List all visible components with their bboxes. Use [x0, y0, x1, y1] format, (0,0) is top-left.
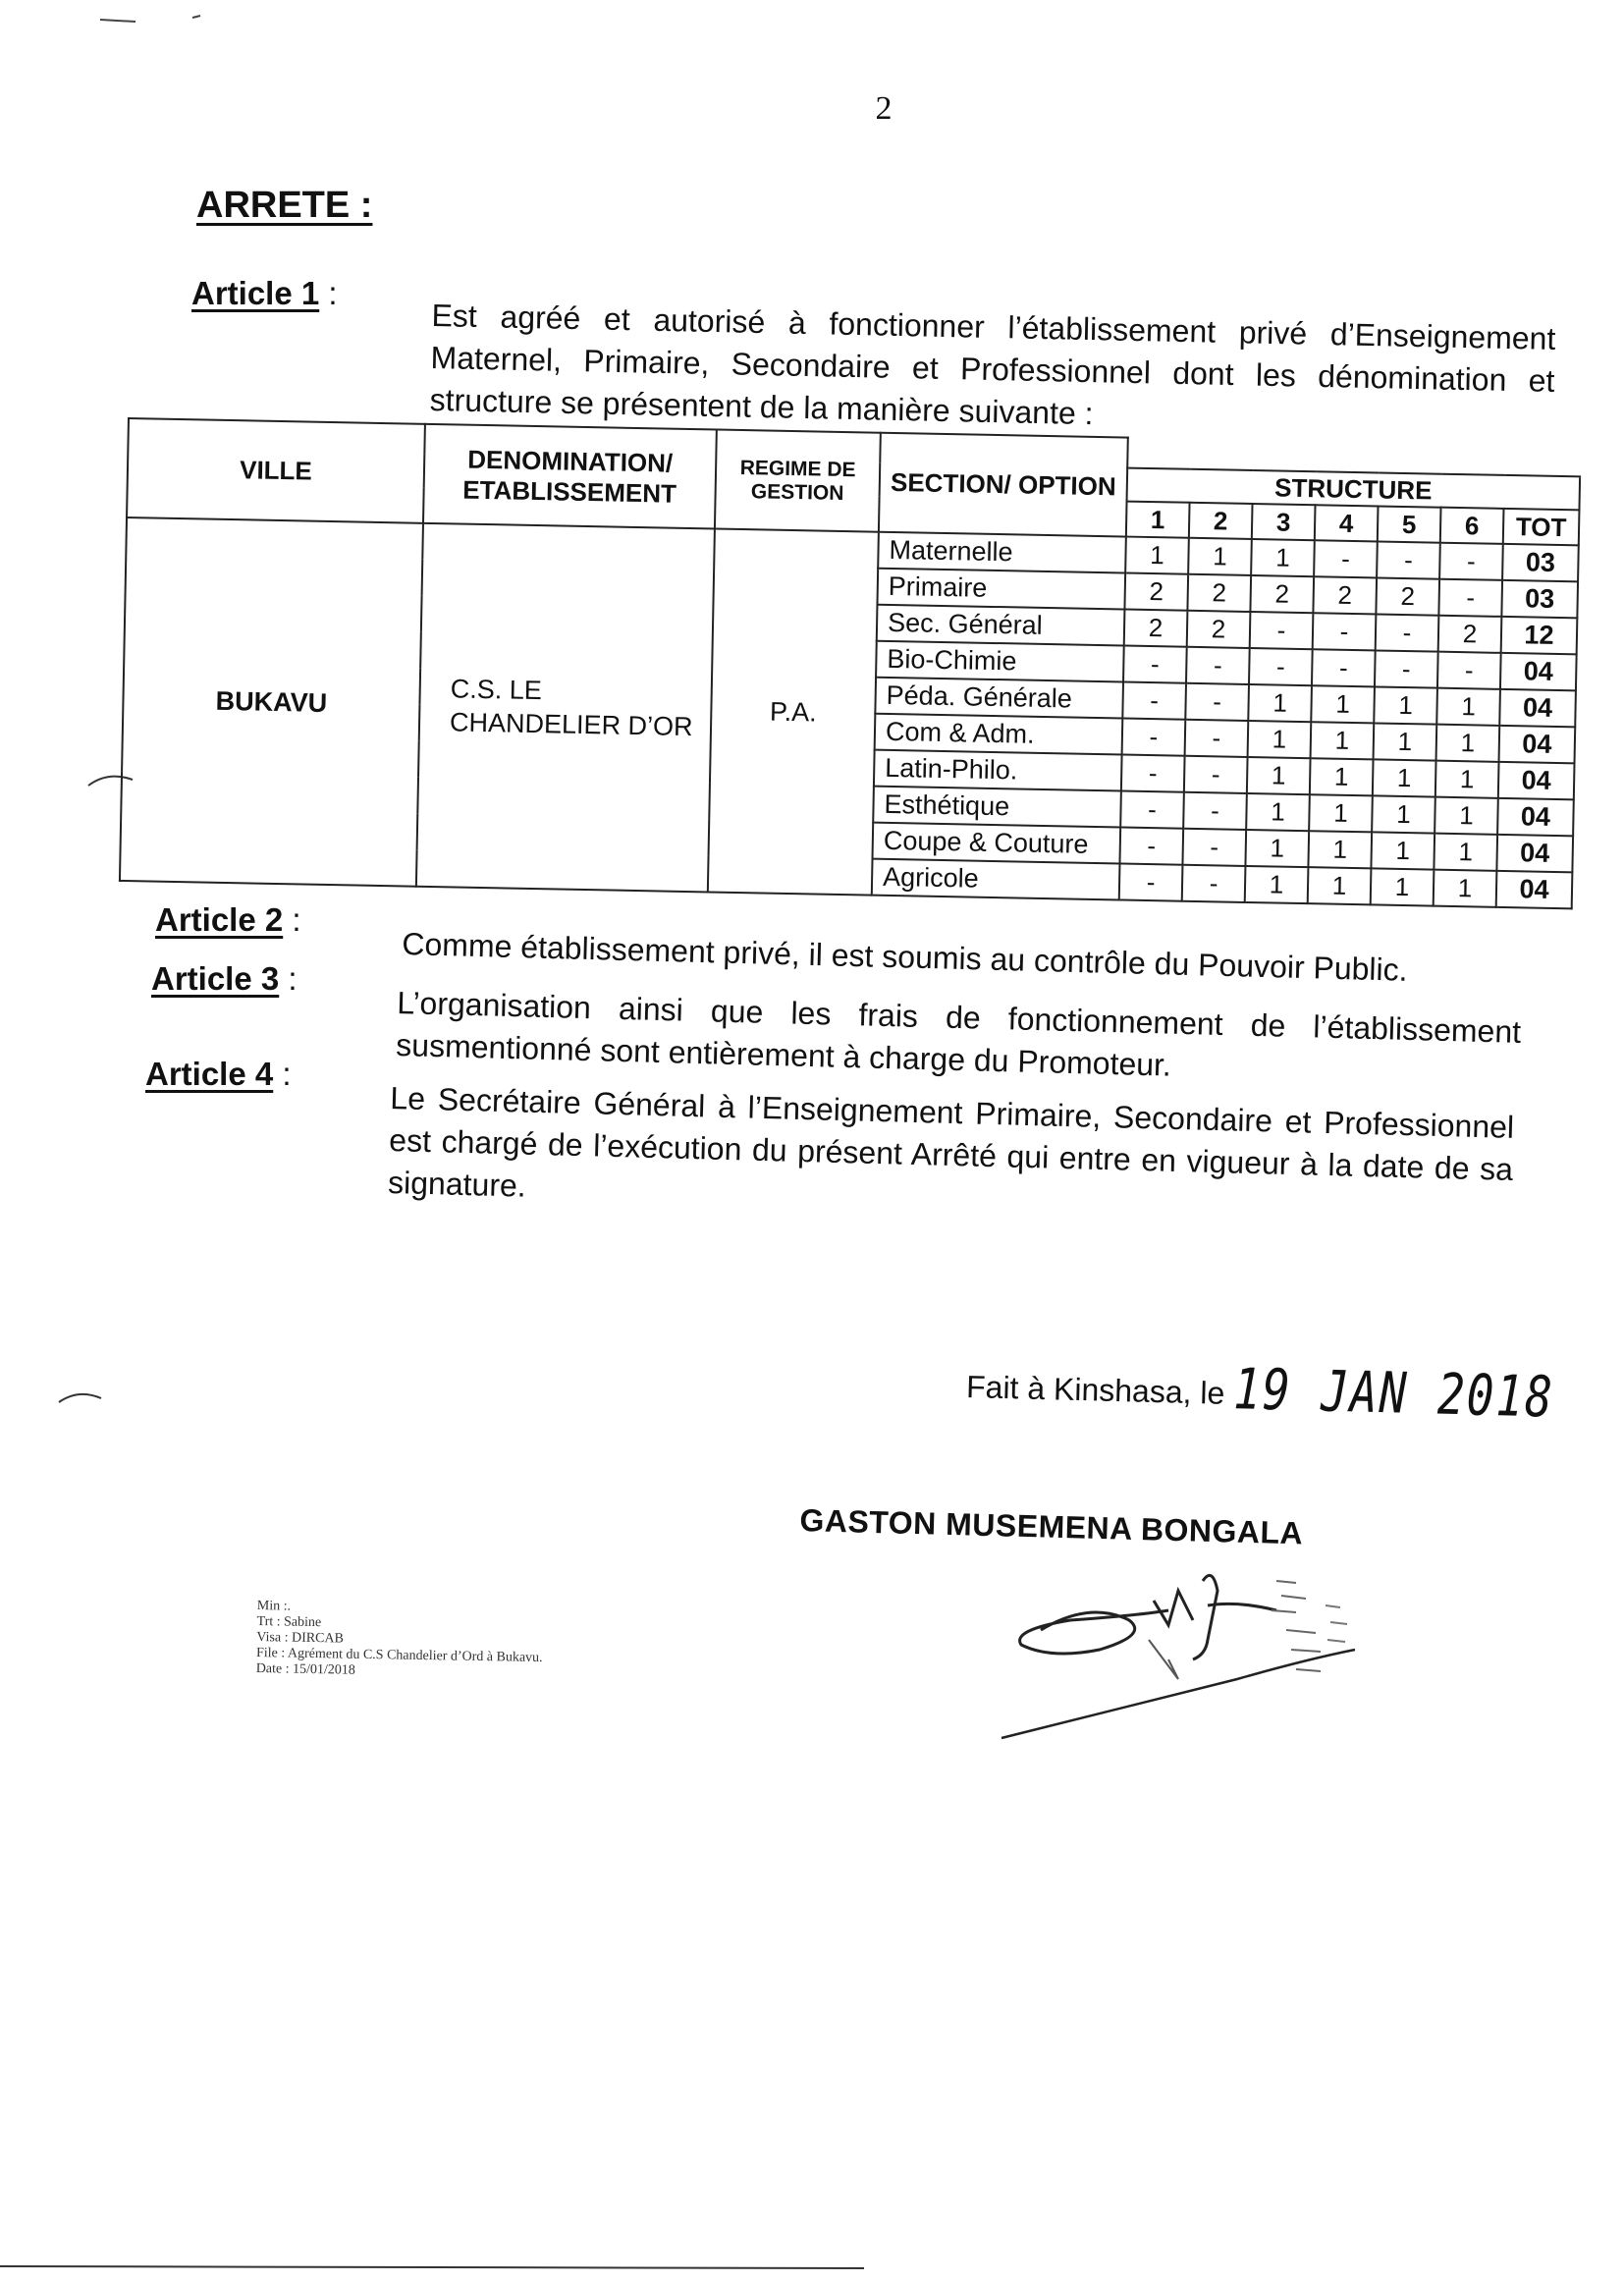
section-cell: Com & Adm.	[875, 714, 1123, 755]
scan-edge-line	[0, 2258, 884, 2278]
structure-cell: 1	[1311, 722, 1375, 759]
header-ville: VILLE	[127, 418, 425, 523]
total-cell: 04	[1498, 762, 1575, 799]
total-cell: 04	[1496, 871, 1573, 908]
structure-cell: 2	[1376, 577, 1439, 615]
section-cell: Agricole	[872, 859, 1120, 900]
header-structure: STRUCTURE	[1127, 468, 1581, 511]
meta-trt: Trt : Sabine	[256, 1613, 322, 1631]
total-cell: 04	[1499, 726, 1576, 763]
structure-cell: -	[1119, 863, 1183, 900]
structure-cell: -	[1313, 613, 1377, 650]
structure-cell: 1	[1310, 758, 1374, 795]
header-section: SECTION/ OPTION	[879, 433, 1128, 537]
structure-cell: -	[1184, 756, 1248, 793]
structure-cell: 1	[1372, 795, 1435, 833]
article-3-label: Article 3 :	[151, 960, 298, 997]
structure-cell: -	[1185, 683, 1249, 721]
structure-cell: -	[1183, 792, 1247, 830]
structure-cell: 1	[1374, 686, 1437, 724]
structure-cell: 1	[1245, 830, 1309, 867]
structure-cell: -	[1186, 647, 1250, 684]
total-cell: 03	[1502, 544, 1579, 581]
structure-cell: 1	[1436, 725, 1500, 762]
decree-heading: ARRETE :	[196, 185, 373, 226]
structure-cell: 1	[1311, 685, 1375, 723]
structure-cell: 1	[1434, 834, 1497, 871]
scan-mark	[54, 1385, 113, 1414]
total-cell: 12	[1501, 617, 1578, 654]
structure-cell: 1	[1374, 723, 1437, 760]
structure-cell: -	[1182, 829, 1246, 866]
scan-mark	[98, 10, 206, 29]
structure-cell: 2	[1250, 575, 1314, 613]
structure-cell: 1	[1246, 793, 1310, 831]
article-2-text: Comme établissement privé, il est soumis au contrôle du Pouvoir Public.	[401, 925, 1409, 988]
structure-cell: 1	[1251, 539, 1315, 576]
total-cell: 04	[1496, 835, 1573, 872]
structure-cell: 1	[1371, 832, 1435, 869]
structure-cell: 2	[1438, 616, 1502, 653]
structure-cell: 1	[1435, 761, 1499, 798]
regime-cell: P.A.	[708, 528, 879, 895]
structure-cell: 1	[1125, 537, 1189, 574]
structure-cell: 1	[1308, 831, 1372, 868]
structure-cell: 1	[1308, 867, 1372, 904]
article-1-label: Article 1 :	[191, 275, 338, 311]
place-prefix: Fait à Kinshasa, le	[965, 1368, 1225, 1411]
structure-cell: 1	[1436, 688, 1500, 726]
structure-cell: -	[1314, 540, 1378, 577]
structure-cell: -	[1312, 649, 1376, 686]
total-cell: 04	[1497, 798, 1574, 836]
section-cell: Coupe & Couture	[873, 823, 1121, 864]
header-col-2: 2	[1189, 503, 1253, 539]
structure-cell: -	[1250, 612, 1314, 649]
article-2-label: Article 2 :	[155, 901, 301, 938]
page-number: 2	[875, 90, 893, 127]
article-4-label: Article 4 :	[145, 1056, 292, 1092]
structure-cell: -	[1439, 543, 1503, 580]
structure-cell: 2	[1313, 576, 1377, 614]
structure-cell: -	[1438, 579, 1502, 617]
structure-cell: 1	[1247, 757, 1311, 794]
structure-cell: -	[1375, 650, 1438, 687]
structure-cell: 1	[1373, 759, 1436, 796]
document-metadata	[256, 1599, 544, 1682]
structure-cell: 1	[1188, 538, 1252, 575]
section-cell: Primaire	[877, 569, 1125, 610]
structure-cell: -	[1376, 614, 1439, 651]
structure-cell: -	[1120, 790, 1184, 828]
structure-cell: -	[1185, 720, 1249, 757]
place-date	[965, 1355, 1555, 1431]
structure-cell: -	[1119, 827, 1183, 864]
meta-file: File : Agrément du C.S Chandelier d’Ord à Bukavu.	[255, 1645, 543, 1666]
article-1-text: Est agréé et autorisé à fonctionner l’établissement privé d’Enseignement Maternel, Primaire, Secondaire et Professionnel dont les dénomination et structure se présentent de la manière suivante :	[429, 297, 1556, 432]
section-cell: Maternelle	[878, 532, 1126, 573]
structure-cell: -	[1122, 682, 1186, 720]
header-col-tot: TOT	[1503, 509, 1580, 545]
meta-visa: Visa : DIRCAB	[256, 1629, 345, 1647]
denomination-cell: C.S. LE CHANDELIER D’OR	[416, 523, 715, 893]
structure-cell: 1	[1371, 868, 1435, 905]
header-col-6: 6	[1440, 508, 1504, 544]
section-cell: Latin-Philo.	[874, 750, 1122, 791]
total-cell: 04	[1500, 653, 1577, 690]
meta-min: Min :.	[256, 1599, 292, 1614]
structure-cell: 2	[1187, 611, 1251, 648]
structure-cell: 1	[1435, 797, 1498, 835]
date-stamp: 19 JAN 2018	[1232, 1355, 1555, 1431]
total-cell: 04	[1499, 689, 1576, 727]
structure-cell: 1	[1248, 684, 1312, 722]
header-denomination: DENOMINATION/ ETABLISSEMENT	[423, 424, 717, 529]
establishment-table	[119, 417, 1582, 909]
section-cell: Péda. Générale	[875, 678, 1123, 719]
structure-cell: -	[1249, 648, 1313, 685]
structure-cell: 1	[1309, 794, 1373, 832]
article-4-text: Le Secrétaire Général à l’Enseignement Primaire, Secondaire et Professionnel est chargé de l’exécution du présent Arrêté qui entre en vigueur à la date de sa signature.	[387, 1079, 1515, 1204]
section-cell: Sec. Général	[877, 605, 1125, 646]
article-3-text: L’organisation ainsi que les frais de fonctionnement de l’établissement susmentionné sont entièrement à charge du Promoteur.	[395, 984, 1522, 1083]
structure-cell: -	[1377, 541, 1440, 578]
header-regime: REGIME DE GESTION	[715, 430, 881, 532]
section-cell: Esthétique	[873, 787, 1121, 828]
header-col-1: 1	[1126, 502, 1190, 538]
structure-cell: -	[1123, 646, 1187, 683]
structure-cell: 2	[1187, 574, 1251, 612]
header-col-4: 4	[1315, 505, 1379, 541]
header-col-3: 3	[1252, 504, 1316, 540]
structure-cell: -	[1182, 865, 1246, 902]
structure-cell: -	[1437, 652, 1501, 689]
structure-cell: 1	[1245, 866, 1309, 903]
structure-cell: 1	[1434, 870, 1497, 907]
signer-name: GASTON MUSEMENA BONGALA	[799, 1502, 1304, 1551]
meta-date: Date : 15/01/2018	[255, 1660, 355, 1678]
structure-cell: -	[1122, 719, 1186, 756]
total-cell: 03	[1501, 580, 1578, 618]
structure-cell: 2	[1124, 573, 1188, 611]
structure-cell: 1	[1248, 721, 1312, 758]
structure-cell: -	[1121, 755, 1185, 792]
header-col-5: 5	[1378, 506, 1441, 542]
structure-cell: 2	[1124, 610, 1188, 647]
section-cell: Bio-Chimie	[876, 641, 1124, 682]
ville-cell: BUKAVU	[120, 517, 423, 887]
signature-image	[982, 1561, 1434, 1748]
